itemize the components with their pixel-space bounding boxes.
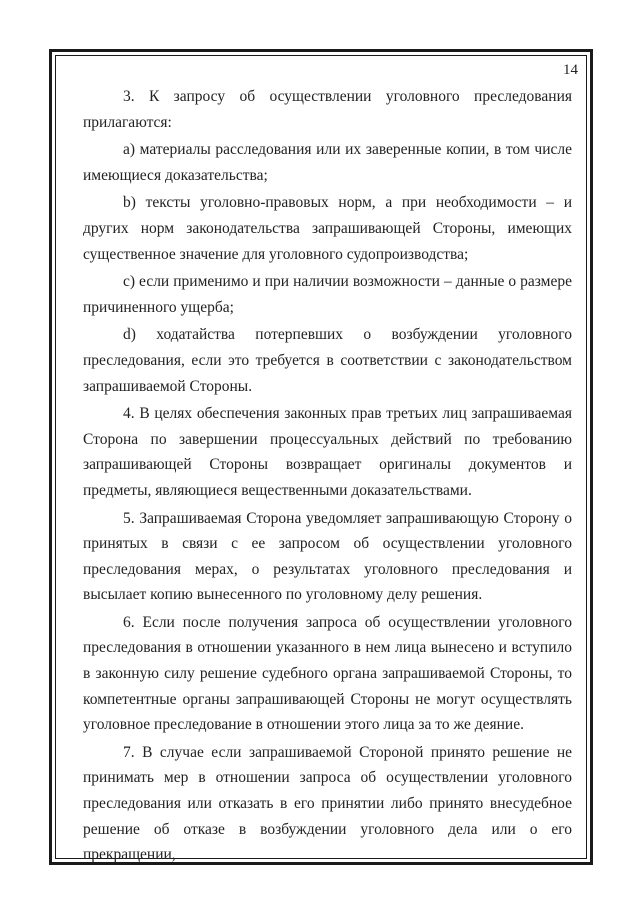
paragraph-3c: c) если применимо и при наличии возможности – данные о размере причиненного ущерба; [83,273,572,316]
paragraph-7: 7. В случае если запрашиваемой Стороной принято решение не принимать мер в отношении запроса об осуществлении уголовного преследования или отказать в его принятии либо принято внесудебное решение об отказе в возбуждении уголовного дела или о его прекращении, [83,743,572,864]
document-body [83,84,572,870]
paragraph-5: 5. Запрашиваемая Сторона уведомляет запрашивающую Сторону о принятых в связи с ее запросом об осуществлении уголовного преследования мерах, о результатах уголовного преследования и высылает копию вынесенного по уголовному делу решения. [83,509,572,604]
paragraph-6: 6. Если после получения запроса об осуществлении уголовного преследования в отношении указанного в нем лица вынесено и вступило в законную силу решение судебного органа запрашиваемой Стороны, то компетентные органы запрашивающей Стороны не могут осуществлять уголовное преследование в отношении этого лица за то же деяние. [83,613,572,734]
page-number: 14 [563,62,578,78]
paragraph-4: 4. В целях обеспечения законных прав третьих лиц запрашиваемая Сторона по завершении процессуальных действий по требованию запрашивающей Стороны возвращает оригиналы документов и предметы, являющиеся вещественными доказательствами. [83,405,572,499]
paragraph-3d: d) ходатайства потерпевших о возбуждении уголовного преследования, если это требуется в соответствии с законодательством запрашиваемой Стороны. [83,326,572,395]
paragraph-3a: a) материалы расследования или их заверенные копии, в том числе имеющиеся доказательства; [83,141,572,184]
paragraph-3b: b) тексты уголовно-правовых норм, а при необходимости – и других норм законодательства запрашивающей Стороны, имеющих существенное значение для уголовного судопроизводства; [83,194,572,263]
paragraph-3: 3. К запросу об осуществлении уголовного преследования прилагаются: [83,88,572,131]
